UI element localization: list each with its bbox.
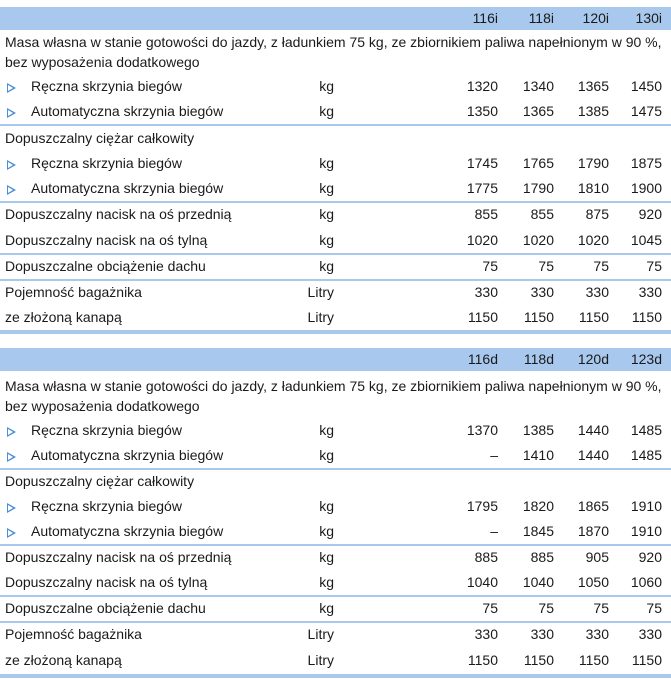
cell-value: 1440 xyxy=(577,447,609,463)
row-unit: Litry xyxy=(307,652,334,668)
row-label: Dopuszczalny nacisk na oś przednią xyxy=(5,549,232,565)
cell-value: 875 xyxy=(585,206,609,222)
table-row xyxy=(0,469,671,495)
cell-value: 1045 xyxy=(630,232,662,248)
cell-value: 1410 xyxy=(522,447,554,463)
cell-value: 1350 xyxy=(466,103,498,119)
cell-value: 330 xyxy=(585,284,609,300)
cell-value: 1865 xyxy=(577,498,609,514)
row-unit: kg xyxy=(319,422,334,438)
cell-value: 1150 xyxy=(578,652,609,668)
row-unit: kg xyxy=(319,549,334,565)
row-unit: kg xyxy=(319,103,334,119)
cell-value: 1150 xyxy=(631,652,662,668)
table-row xyxy=(0,176,671,202)
table-bottom-rule xyxy=(0,330,671,334)
row-label: Ręczna skrzynia biegów xyxy=(31,498,182,514)
cell-value: 1820 xyxy=(522,498,554,514)
arrow-bullet-icon xyxy=(7,503,16,513)
cell-value: 1385 xyxy=(577,103,609,119)
table-bottom-rule xyxy=(0,674,671,678)
cell-value: – xyxy=(490,523,498,539)
cell-value: 1385 xyxy=(522,422,554,438)
table-row xyxy=(0,443,671,469)
arrow-bullet-icon xyxy=(7,528,16,538)
table-row xyxy=(0,648,671,674)
arrow-bullet-icon xyxy=(7,108,16,118)
cell-value: 885 xyxy=(530,549,554,565)
cell-value: 1020 xyxy=(577,232,609,248)
model-header: 123d xyxy=(630,351,662,367)
cell-value: 920 xyxy=(638,206,662,222)
cell-value: 1370 xyxy=(466,422,498,438)
model-header: 120d xyxy=(577,351,609,367)
cell-value: 920 xyxy=(638,549,662,565)
row-label: ze złożoną kanapą xyxy=(5,652,122,668)
table-row xyxy=(0,519,671,545)
table-row xyxy=(0,622,671,648)
table-row xyxy=(0,494,671,520)
cell-value: 1475 xyxy=(630,103,662,119)
row-label: Ręczna skrzynia biegów xyxy=(31,422,182,438)
cell-value: 1765 xyxy=(522,155,554,171)
cell-value: 1900 xyxy=(630,180,662,196)
table-row xyxy=(0,99,671,125)
cell-value: 1845 xyxy=(522,523,554,539)
cell-value: 1150 xyxy=(467,652,498,668)
table-row xyxy=(0,545,671,571)
cell-value: 1485 xyxy=(630,447,662,463)
cell-value: 1150 xyxy=(523,309,554,325)
row-label: Automatyczna skrzynia biegów xyxy=(31,523,224,539)
cell-value: 1485 xyxy=(630,422,662,438)
row-label: Dopuszczalne obciążenie dachu xyxy=(5,600,206,616)
row-label: Ręczna skrzynia biegów xyxy=(31,155,182,171)
row-label: ze złożoną kanapą xyxy=(5,309,122,325)
section-label: Dopuszczalny ciężar całkowity xyxy=(5,473,195,489)
cell-value: – xyxy=(490,447,498,463)
cell-value: 1775 xyxy=(466,180,498,196)
cell-value: 75 xyxy=(593,258,609,274)
row-unit: kg xyxy=(319,498,334,514)
cell-value: 1050 xyxy=(577,574,609,590)
table-row xyxy=(0,228,671,254)
cell-value: 75 xyxy=(593,600,609,616)
table-row xyxy=(0,202,671,228)
table-row xyxy=(0,254,671,280)
cell-value: 330 xyxy=(585,626,609,642)
arrow-bullet-icon xyxy=(7,160,16,170)
cell-value: 1795 xyxy=(466,498,498,514)
row-unit: kg xyxy=(319,206,334,222)
model-header: 116i xyxy=(472,10,498,26)
model-header-row xyxy=(0,348,671,371)
cell-value: 1060 xyxy=(630,574,662,590)
row-unit: kg xyxy=(319,232,334,248)
cell-value: 1150 xyxy=(523,652,554,668)
cell-value: 885 xyxy=(474,549,498,565)
cell-value: 330 xyxy=(530,284,554,300)
arrow-bullet-icon xyxy=(7,427,16,437)
arrow-bullet-icon xyxy=(7,83,16,93)
cell-value: 330 xyxy=(638,284,662,300)
cell-value: 1810 xyxy=(577,180,609,196)
cell-value: 330 xyxy=(638,626,662,642)
cell-value: 1150 xyxy=(467,309,498,325)
row-label: Dopuszczalny nacisk na oś tylną xyxy=(5,574,208,590)
cell-value: 855 xyxy=(474,206,498,222)
cell-value: 1440 xyxy=(577,422,609,438)
row-label: Dopuszczalny nacisk na oś przednią xyxy=(5,206,232,222)
cell-value: 330 xyxy=(530,626,554,642)
cell-value: 75 xyxy=(646,600,662,616)
row-unit: Litry xyxy=(307,626,334,642)
table-row xyxy=(0,74,671,100)
table-row xyxy=(0,280,671,306)
table-row xyxy=(0,596,671,622)
model-header-row xyxy=(0,7,671,30)
model-header: 118d xyxy=(523,351,554,367)
table-row xyxy=(0,418,671,444)
cell-value: 75 xyxy=(482,258,498,274)
curb-weight-intro: Masa własna w stanie gotowości do jazdy, z ładunkiem 75 kg, ze zbiornikiem paliwa napełnionym w 90 %, bez wyposażenia dodatkowego xyxy=(5,34,662,70)
cell-value: 905 xyxy=(585,549,609,565)
model-header: 116d xyxy=(467,351,498,367)
row-label: Dopuszczalny nacisk na oś tylną xyxy=(5,232,208,248)
row-unit: Litry xyxy=(307,309,334,325)
row-label: Ręczna skrzynia biegów xyxy=(31,78,182,94)
model-header: 118i xyxy=(528,10,554,26)
cell-value: 1365 xyxy=(522,103,554,119)
cell-value: 855 xyxy=(530,206,554,222)
cell-value: 1040 xyxy=(466,574,498,590)
row-label: Automatyczna skrzynia biegów xyxy=(31,180,224,196)
row-unit: kg xyxy=(319,574,334,590)
cell-value: 1910 xyxy=(630,498,662,514)
arrow-bullet-icon xyxy=(7,185,16,195)
table-row xyxy=(0,570,671,596)
section-label: Dopuszczalny ciężar całkowity xyxy=(5,130,195,146)
cell-value: 1790 xyxy=(522,180,554,196)
cell-value: 1020 xyxy=(522,232,554,248)
table-row xyxy=(0,305,671,331)
cell-value: 75 xyxy=(482,600,498,616)
model-header: 130i xyxy=(635,10,662,26)
cell-value: 1875 xyxy=(630,155,662,171)
row-label: Automatyczna skrzynia biegów xyxy=(31,103,224,119)
cell-value: 1150 xyxy=(631,309,662,325)
cell-value: 1870 xyxy=(577,523,609,539)
model-header: 120i xyxy=(582,10,609,26)
row-unit: Litry xyxy=(307,284,334,300)
cell-value: 75 xyxy=(646,258,662,274)
row-label: Pojemność bagażnika xyxy=(5,284,142,300)
row-unit: kg xyxy=(319,447,334,463)
table-row xyxy=(0,126,671,152)
cell-value: 1365 xyxy=(577,78,609,94)
row-unit: kg xyxy=(319,258,334,274)
row-label: Dopuszczalne obciążenie dachu xyxy=(5,258,206,274)
row-unit: kg xyxy=(319,523,334,539)
cell-value: 1150 xyxy=(578,309,609,325)
cell-value: 1320 xyxy=(466,78,498,94)
cell-value: 75 xyxy=(538,258,554,274)
curb-weight-intro: Masa własna w stanie gotowości do jazdy, z ładunkiem 75 kg, ze zbiornikiem paliwa napełnionym w 90 %, bez wyposażenia dodatkowego xyxy=(5,378,662,414)
cell-value: 1790 xyxy=(577,155,609,171)
row-label: Pojemność bagażnika xyxy=(5,626,142,642)
cell-value: 1910 xyxy=(630,523,662,539)
cell-value: 330 xyxy=(474,284,498,300)
cell-value: 1020 xyxy=(466,232,498,248)
cell-value: 1340 xyxy=(522,78,554,94)
arrow-bullet-icon xyxy=(7,452,16,462)
cell-value: 1450 xyxy=(630,78,662,94)
cell-value: 1040 xyxy=(522,574,554,590)
row-unit: kg xyxy=(319,78,334,94)
table-row xyxy=(0,151,671,177)
cell-value: 330 xyxy=(474,626,498,642)
row-unit: kg xyxy=(319,180,334,196)
cell-value: 75 xyxy=(538,600,554,616)
row-unit: kg xyxy=(319,600,334,616)
row-unit: kg xyxy=(319,155,334,171)
cell-value: 1745 xyxy=(466,155,498,171)
row-label: Automatyczna skrzynia biegów xyxy=(31,447,224,463)
